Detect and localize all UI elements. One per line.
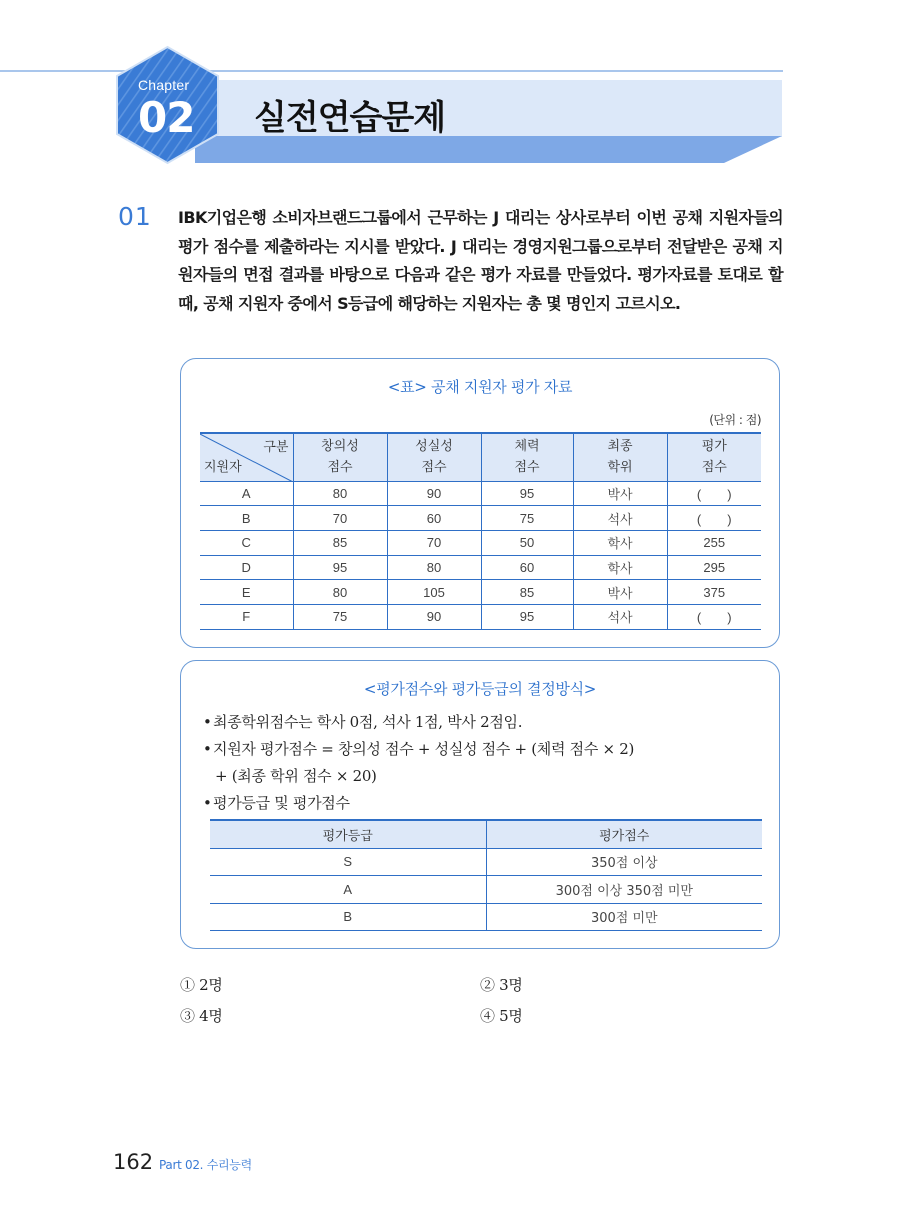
page-title: 실전연습문제 xyxy=(254,98,446,138)
table-cell: ( ) xyxy=(667,481,761,506)
rules-box xyxy=(180,660,780,949)
question-text: IBK기업은행 소비자브랜드그룹에서 근무하는 J 대리는 상사로부터 이번 공채 지원자들의 평가 점수를 제출하라는 지시를 받았다. J 대리는 경영지원그룹으로부터 전달받은 공채 지원자들의 면접 결과를 바탕으로 다음과 같은 평가 자료를 만들었다. 평가자료를 토대로 할 때, 공채 지원자 중에서 S등급에 해당하는 지원자는 총 몇 명인지 고르시오. xyxy=(178,208,783,313)
bullet-icon: • xyxy=(203,740,212,758)
table-cell: 75 xyxy=(481,506,573,531)
corner-label-bottom: 지원자 xyxy=(204,459,242,475)
unit-label: (단위 : 점) xyxy=(709,413,761,427)
table-row xyxy=(200,506,761,531)
rule-item: •최종학위점수는 학사 0점, 석사 1점, 박사 2점임. xyxy=(203,709,634,736)
chapter-number: 02 xyxy=(138,93,195,142)
table-cell: B xyxy=(200,506,293,531)
diagonal-header-cell xyxy=(200,433,293,481)
column-header: 평가 점수 xyxy=(667,433,761,481)
table-cell: 95 xyxy=(481,604,573,629)
table-cell: C xyxy=(200,530,293,555)
grade-header-row xyxy=(210,820,762,848)
table-cell: 90 xyxy=(387,604,481,629)
rule-item: •지원자 평가점수 = 창의성 점수 + 성실성 점수 + (체력 점수 × 2) xyxy=(203,736,634,763)
table-cell: 75 xyxy=(293,604,387,629)
table-cell: 석사 xyxy=(573,604,667,629)
table-row xyxy=(200,530,761,555)
table-cell: ( ) xyxy=(667,506,761,531)
applicant-table xyxy=(200,432,761,630)
table-cell: S xyxy=(210,848,486,876)
table-cell: 70 xyxy=(387,530,481,555)
table-cell: 50 xyxy=(481,530,573,555)
bullet-icon: • xyxy=(203,794,212,812)
table-cell: E xyxy=(200,580,293,605)
table-cell: A xyxy=(200,481,293,506)
grade-table xyxy=(210,819,762,931)
rule-continuation: + (최종 학위 점수 × 20) xyxy=(215,767,377,785)
table-cell: 95 xyxy=(293,555,387,580)
table-cell: 295 xyxy=(667,555,761,580)
table-cell: 박사 xyxy=(573,481,667,506)
table-cell: 80 xyxy=(293,580,387,605)
part-label: Part 02. 수리능력 xyxy=(159,1158,252,1172)
chapter-label: Chapter xyxy=(138,77,190,93)
rules-list xyxy=(203,709,634,817)
table-cell: 350점 이상 xyxy=(486,848,762,876)
table-cell: 90 xyxy=(387,481,481,506)
table-cell: 105 xyxy=(387,580,481,605)
table-cell: 학사 xyxy=(573,555,667,580)
choice-4[interactable]: ④ 5명 xyxy=(480,1007,523,1025)
table-row xyxy=(200,481,761,506)
column-header: 체력 점수 xyxy=(481,433,573,481)
column-header: 평가등급 xyxy=(210,820,486,848)
rule-item: •평가등급 및 평가점수 xyxy=(203,790,634,817)
column-header: 창의성 점수 xyxy=(293,433,387,481)
table-cell: 70 xyxy=(293,506,387,531)
question-number: 01 xyxy=(118,202,152,231)
choice-3[interactable]: ③ 4명 xyxy=(180,1007,223,1025)
table-cell: 석사 xyxy=(573,506,667,531)
column-header: 평가점수 xyxy=(486,820,762,848)
table-header-row xyxy=(200,433,761,481)
column-header: 최종 학위 xyxy=(573,433,667,481)
data-table-box xyxy=(180,358,780,648)
table-cell: 80 xyxy=(293,481,387,506)
data-table-title: <표> 공채 지원자 평가 자료 xyxy=(387,378,573,396)
table-cell: 95 xyxy=(481,481,573,506)
table-cell: ( ) xyxy=(667,604,761,629)
table-row xyxy=(210,848,762,876)
table-cell: D xyxy=(200,555,293,580)
table-cell: 85 xyxy=(481,580,573,605)
header-wedge xyxy=(195,136,782,163)
rules-title: <평가점수와 평가등급의 결정방식> xyxy=(363,680,597,698)
table-row xyxy=(200,604,761,629)
table-row xyxy=(210,903,762,931)
table-cell: A xyxy=(210,876,486,904)
column-header: 성실성 점수 xyxy=(387,433,481,481)
table-cell: 80 xyxy=(387,555,481,580)
choice-2[interactable]: ② 3명 xyxy=(480,976,523,994)
table-row xyxy=(200,580,761,605)
table-cell: 255 xyxy=(667,530,761,555)
table-cell: 박사 xyxy=(573,580,667,605)
table-cell: 375 xyxy=(667,580,761,605)
bullet-icon: • xyxy=(203,713,212,731)
table-cell: 300점 이상 350점 미만 xyxy=(486,876,762,904)
page-number: 162 xyxy=(113,1150,154,1174)
table-row xyxy=(210,876,762,904)
table-cell: 85 xyxy=(293,530,387,555)
choice-1[interactable]: ① 2명 xyxy=(180,976,223,994)
table-cell: 300점 미만 xyxy=(486,903,762,931)
table-cell: 60 xyxy=(387,506,481,531)
table-cell: 60 xyxy=(481,555,573,580)
table-cell: B xyxy=(210,903,486,931)
table-cell: 학사 xyxy=(573,530,667,555)
table-cell: F xyxy=(200,604,293,629)
corner-label-top: 구분 xyxy=(263,440,289,455)
table-row xyxy=(200,555,761,580)
